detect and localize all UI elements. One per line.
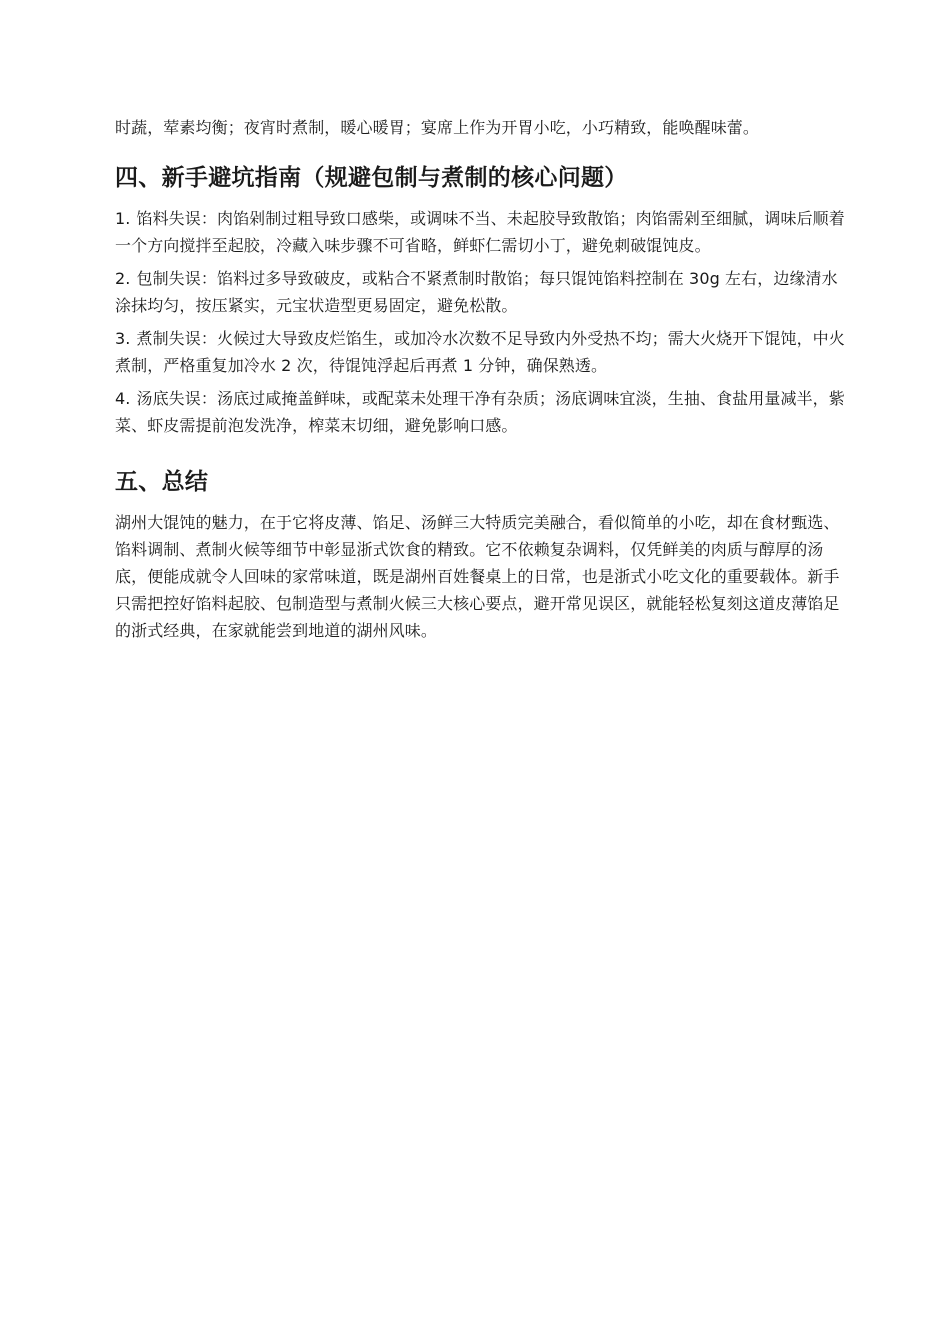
intro-paragraph-tail: 时蔬，荤素均衡；夜宵时煮制，暖心暖胃；宴席上作为开胃小吃，小巧精致，能唤醒味蕾。 xyxy=(115,118,760,137)
list-item xyxy=(115,325,845,379)
list-item-text: 煮制失误：火候过大导致皮烂馅生，或加冷水次数不足导致内外受热不均；需大火烧开下馄饨，中火煮制，严格重复加冷水 2 次，待馄饨浮起后再煮 1 分钟，确保熟透。 xyxy=(115,329,845,375)
list-item xyxy=(115,205,845,259)
section-heading-pitfalls: 四、新手避坑指南（规避包制与煮制的核心问题） xyxy=(115,165,628,191)
section-heading-summary: 五、总结 xyxy=(115,469,209,495)
list-item-number: 3. xyxy=(115,329,131,348)
list-item-number: 2. xyxy=(115,269,131,288)
list-item-number: 1. xyxy=(115,209,131,228)
list-item xyxy=(115,265,845,319)
list-item-text: 包制失误：馅料过多导致破皮，或粘合不紧煮制时散馅；每只馄饨馅料控制在 30g 左右，边缘清水涂抹均匀，按压紧实，元宝状造型更易固定，避免松散。 xyxy=(115,269,838,315)
section-spacer xyxy=(115,445,845,465)
pitfalls-list xyxy=(115,205,845,439)
document-page xyxy=(115,114,845,644)
list-item-text: 汤底失误：汤底过咸掩盖鲜味，或配菜未处理干净有杂质；汤底调味宜淡，生抽、食盐用量减半，紫菜、虾皮需提前泡发洗净，榨菜末切细，避免影响口感。 xyxy=(115,389,845,435)
list-item-text: 馅料失误：肉馅剁制过粗导致口感柴，或调味不当、未起胶导致散馅；肉馅需剁至细腻，调味后顺着一个方向搅拌至起胶，冷藏入味步骤不可省略，鲜虾仁需切小丁，避免刺破馄饨皮。 xyxy=(115,209,845,255)
list-item-number: 4. xyxy=(115,389,131,408)
list-item xyxy=(115,385,845,439)
summary-paragraph: 湖州大馄饨的魅力，在于它将皮薄、馅足、汤鲜三大特质完美融合，看似简单的小吃，却在食材甄选、馅料调制、煮制火候等细节中彰显浙式饮食的精致。它不依赖复杂调料，仅凭鲜美的肉质与醇厚的汤底，便能成就令人回味的家常味道，既是湖州百姓餐桌上的日常，也是浙式小吃文化的重要载体。新手只需把控好馅料起胶、包制造型与煮制火候三大核心要点，避开常见误区，就能轻松复刻这道皮薄馅足的浙式经典，在家就能尝到地道的湖州风味。 xyxy=(115,513,840,640)
